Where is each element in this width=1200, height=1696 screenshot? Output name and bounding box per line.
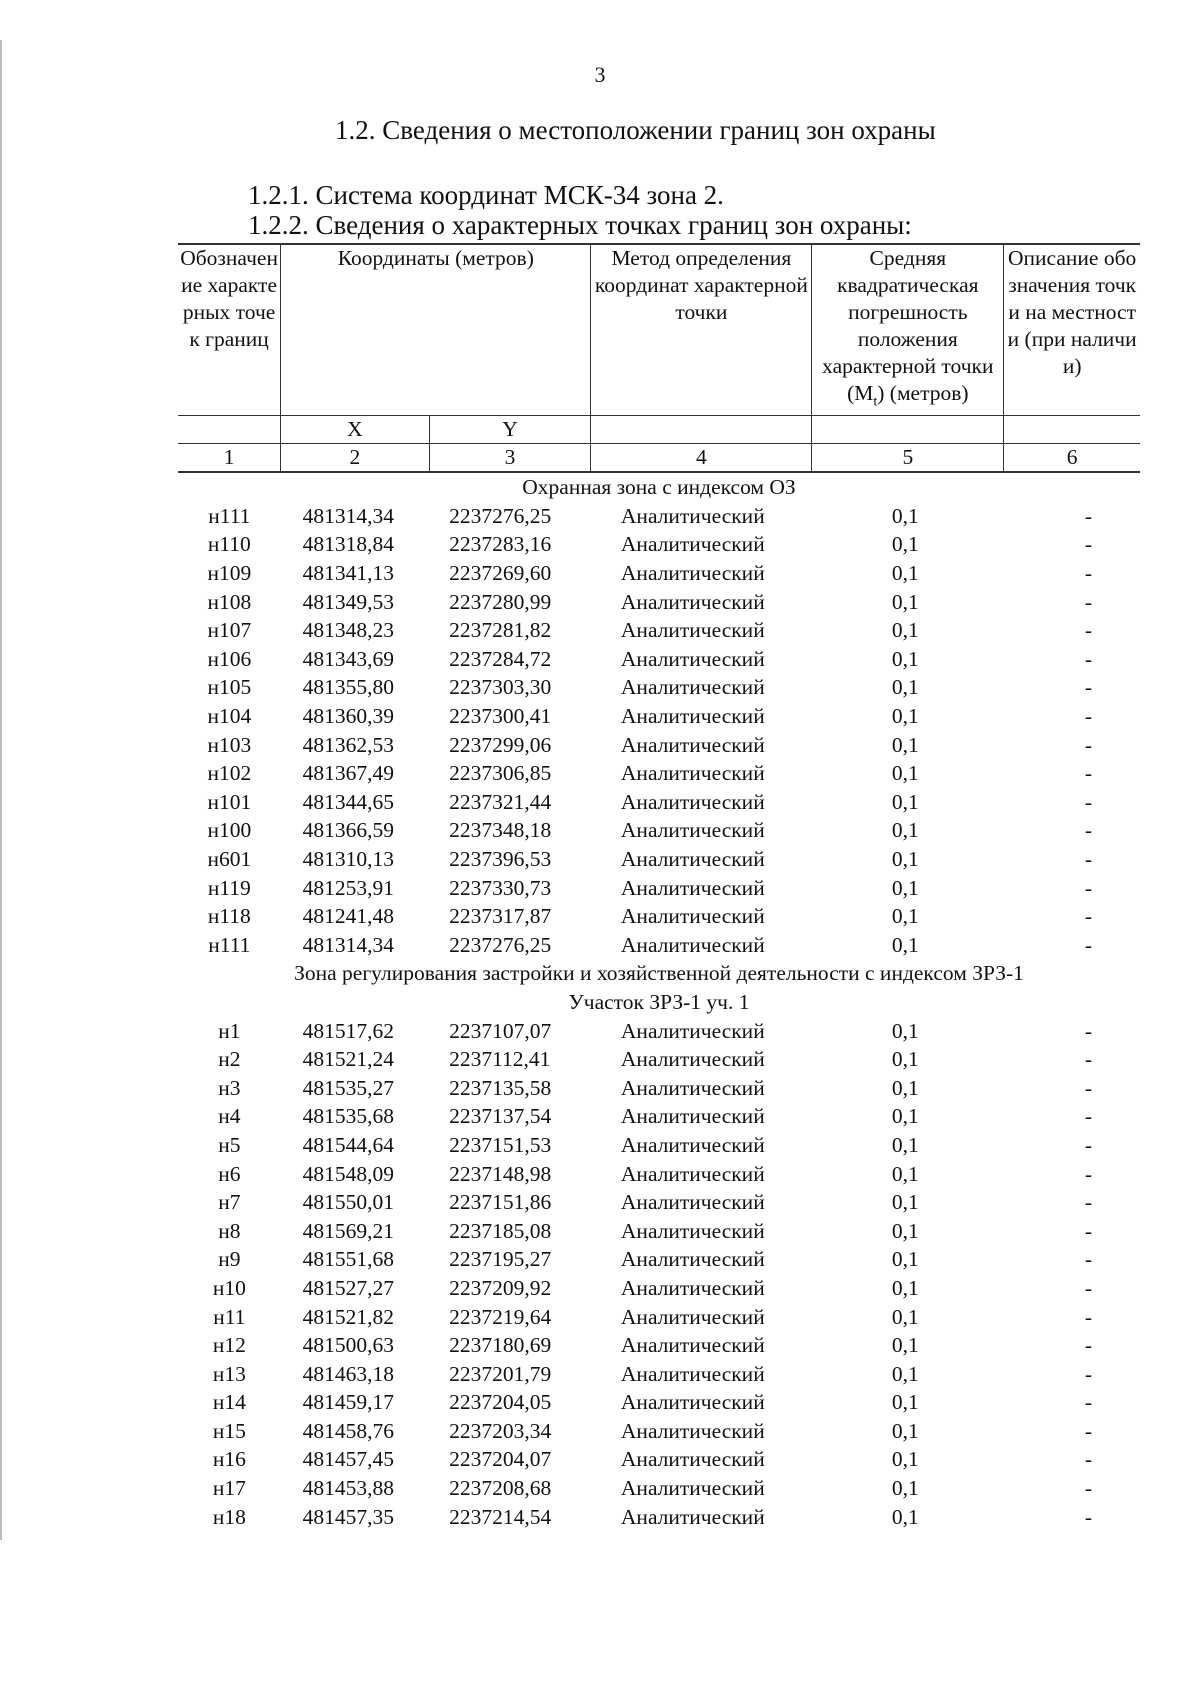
table-row	[178, 1503, 1140, 1532]
point-name: н102	[207, 761, 252, 786]
coord-x: 481341,13	[302, 561, 395, 586]
point-name: н1	[218, 1018, 241, 1043]
accuracy-cell: 0,1	[891, 847, 919, 872]
coord-y: 2237300,41	[449, 704, 552, 729]
method-cell: Аналитический	[620, 1218, 765, 1243]
coord-y: 2237283,16	[449, 532, 552, 557]
description-cell: -	[1084, 1018, 1092, 1043]
header-accuracy: Средняя квадратическая погрешность положения характерной точки $(M_t)$ (метров)	[812, 244, 1004, 416]
accuracy-cell: 0,1	[891, 1333, 919, 1358]
table-row	[178, 1388, 1140, 1417]
coord-x: 481349,53	[302, 589, 395, 614]
table-row	[178, 1331, 1140, 1360]
point-name: н119	[207, 875, 251, 900]
coord-x: 481360,39	[302, 704, 395, 729]
scan-edge-line	[0, 40, 2, 1540]
coord-x: 481355,80	[302, 675, 395, 700]
point-name: н16	[212, 1447, 246, 1472]
column-number: 4	[591, 444, 812, 473]
coord-x: 481366,59	[302, 818, 395, 843]
table-row	[178, 1445, 1140, 1474]
section-subtitle-row	[178, 988, 1140, 1017]
coord-y: 2237214,54	[449, 1504, 552, 1529]
table-row	[178, 673, 1140, 702]
table-row	[178, 1074, 1140, 1103]
accuracy-cell: 0,1	[891, 503, 919, 528]
accuracy-cell: 0,1	[891, 1132, 919, 1157]
accuracy-cell: 0,1	[891, 646, 919, 671]
description-cell: -	[1084, 1190, 1092, 1215]
table-subheader-row	[178, 416, 1140, 444]
section-heading: 1.2. Сведения о местоположении границ зон охраны	[335, 115, 936, 145]
table-row	[178, 616, 1140, 645]
accuracy-cell: 0,1	[891, 1304, 919, 1329]
description-cell: -	[1084, 1218, 1092, 1243]
point-name: н3	[218, 1075, 241, 1100]
header-y: Y	[429, 416, 591, 444]
coord-y: 2237209,92	[449, 1275, 552, 1300]
description-cell: -	[1084, 1275, 1092, 1300]
table-row	[178, 559, 1140, 588]
description-cell: -	[1084, 1447, 1092, 1472]
accuracy-cell: 0,1	[891, 1047, 919, 1072]
accuracy-cell: 0,1	[891, 1075, 919, 1100]
table-row	[178, 502, 1140, 531]
description-cell: -	[1084, 618, 1092, 643]
description-cell: -	[1084, 1047, 1092, 1072]
point-name: н18	[212, 1504, 246, 1529]
description-cell: -	[1084, 789, 1092, 814]
accuracy-cell: 0,1	[891, 1361, 919, 1386]
section-title-row	[178, 472, 1140, 502]
point-name: н118	[207, 904, 251, 929]
method-cell: Аналитический	[620, 732, 765, 757]
coord-y: 2237204,05	[449, 1390, 552, 1415]
method-cell: Аналитический	[620, 1247, 765, 1272]
coord-x: 481348,23	[302, 618, 395, 643]
coord-x: 481551,68	[302, 1247, 395, 1272]
coordinate-system-line: 1.2.1. Система координат МСК-34 зона 2.	[248, 180, 724, 210]
coord-y: 2237317,87	[449, 904, 552, 929]
description-cell: -	[1084, 532, 1092, 557]
table-row	[178, 702, 1140, 731]
point-name: н101	[207, 789, 252, 814]
point-name: н103	[207, 732, 252, 757]
description-cell: -	[1084, 704, 1092, 729]
method-cell: Аналитический	[620, 532, 765, 557]
point-name: н6	[218, 1161, 241, 1186]
coord-y: 2237180,69	[449, 1333, 552, 1358]
coord-y: 2237299,06	[449, 732, 552, 757]
description-cell: -	[1084, 503, 1092, 528]
coord-y: 2237195,27	[449, 1247, 552, 1272]
table-row	[178, 1274, 1140, 1303]
coord-y: 2237348,18	[449, 818, 552, 843]
accuracy-cell: 0,1	[891, 532, 919, 557]
method-cell: Аналитический	[620, 1075, 765, 1100]
method-cell: Аналитический	[620, 1447, 765, 1472]
accuracy-cell: 0,1	[891, 875, 919, 900]
description-cell: -	[1084, 1361, 1092, 1386]
description-cell: -	[1084, 1504, 1092, 1529]
point-name: н111	[208, 932, 251, 957]
method-cell: Аналитический	[620, 646, 765, 671]
point-name: н13	[212, 1361, 246, 1386]
header-x: X	[281, 416, 429, 444]
coord-y: 2237330,73	[449, 875, 552, 900]
column-number: 2	[281, 444, 429, 473]
coord-y: 2237269,60	[449, 561, 552, 586]
table-row	[178, 845, 1140, 874]
accuracy-cell: 0,1	[891, 732, 919, 757]
accuracy-cell: 0,1	[891, 1504, 919, 1529]
coord-y: 2237276,25	[449, 503, 552, 528]
page-number: 3	[594, 62, 606, 87]
coord-x: 481527,27	[302, 1275, 395, 1300]
table-row	[178, 1217, 1140, 1246]
accuracy-cell: 0,1	[891, 904, 919, 929]
table-row	[178, 1360, 1140, 1389]
table-row	[178, 788, 1140, 817]
description-cell: -	[1084, 1161, 1092, 1186]
method-cell: Аналитический	[620, 904, 765, 929]
table-row	[178, 874, 1140, 903]
accuracy-cell: 0,1	[891, 1190, 919, 1215]
point-name: н7	[218, 1190, 241, 1215]
coord-y: 2237151,53	[449, 1132, 552, 1157]
method-cell: Аналитический	[620, 818, 765, 843]
description-cell: -	[1084, 1304, 1092, 1329]
method-cell: Аналитический	[620, 1390, 765, 1415]
point-name: н9	[218, 1247, 241, 1272]
description-cell: -	[1084, 875, 1092, 900]
coord-x: 481362,53	[302, 732, 395, 757]
point-name: н12	[212, 1333, 246, 1358]
coord-y: 2237203,34	[449, 1418, 552, 1443]
table-row	[178, 1188, 1140, 1217]
method-cell: Аналитический	[620, 1132, 765, 1157]
coord-x: 481314,34	[302, 503, 395, 528]
method-cell: Аналитический	[620, 789, 765, 814]
coord-y: 2237306,85	[449, 761, 552, 786]
coord-x: 481500,63	[302, 1333, 395, 1358]
coord-y: 2237201,79	[449, 1361, 552, 1386]
header-designation: Обозначение характерных точек границ	[178, 244, 281, 416]
section-title: Охранная зона с индексом ОЗ	[522, 475, 796, 500]
point-name: н107	[207, 618, 252, 643]
accuracy-cell: 0,1	[891, 818, 919, 843]
description-cell: -	[1084, 1390, 1092, 1415]
description-cell: -	[1084, 1333, 1092, 1358]
description-cell: -	[1084, 646, 1092, 671]
method-cell: Аналитический	[620, 589, 765, 614]
description-cell: -	[1084, 1132, 1092, 1157]
point-name: н100	[207, 818, 252, 843]
coord-x: 481367,49	[302, 761, 395, 786]
table-row	[178, 1474, 1140, 1503]
method-cell: Аналитический	[620, 761, 765, 786]
coord-y: 2237280,99	[449, 589, 552, 614]
table-row	[178, 1245, 1140, 1274]
point-name: н108	[207, 589, 252, 614]
coord-y: 2237135,58	[449, 1075, 552, 1100]
point-name: н111	[208, 503, 251, 528]
table-row	[178, 1131, 1140, 1160]
description-cell: -	[1084, 589, 1092, 614]
point-name: н15	[212, 1418, 246, 1443]
point-name: н5	[218, 1132, 241, 1157]
accuracy-cell: 0,1	[891, 1161, 919, 1186]
point-name: н10	[212, 1275, 246, 1300]
accuracy-cell: 0,1	[891, 1104, 919, 1129]
description-cell: -	[1084, 932, 1092, 957]
coord-x: 481310,13	[302, 847, 395, 872]
accuracy-cell: 0,1	[891, 561, 919, 586]
table-row	[178, 1017, 1140, 1046]
method-cell: Аналитический	[620, 1418, 765, 1443]
method-cell: Аналитический	[620, 503, 765, 528]
coord-x: 481318,84	[302, 532, 395, 557]
accuracy-cell: 0,1	[891, 618, 919, 643]
point-name: н109	[207, 561, 252, 586]
coord-x: 481314,34	[302, 932, 395, 957]
point-name: н110	[207, 532, 251, 557]
point-name: н601	[207, 847, 252, 872]
method-cell: Аналитический	[620, 1476, 765, 1501]
coord-y: 2237137,54	[449, 1104, 552, 1129]
section-title-row	[178, 959, 1140, 988]
description-cell: -	[1084, 1476, 1092, 1501]
method-cell: Аналитический	[620, 618, 765, 643]
accuracy-cell: 0,1	[891, 1275, 919, 1300]
method-cell: Аналитический	[620, 1104, 765, 1129]
accuracy-cell: 0,1	[891, 1476, 919, 1501]
method-cell: Аналитический	[620, 1504, 765, 1529]
coord-y: 2237396,53	[449, 847, 552, 872]
point-name: н11	[213, 1304, 246, 1329]
description-cell: -	[1084, 847, 1092, 872]
accuracy-cell: 0,1	[891, 761, 919, 786]
method-cell: Аналитический	[620, 1018, 765, 1043]
point-name: н105	[207, 675, 252, 700]
coord-x: 481253,91	[302, 875, 395, 900]
table-row	[178, 1045, 1140, 1074]
coord-x: 481535,68	[302, 1104, 395, 1129]
point-name: н2	[218, 1047, 241, 1072]
coord-x: 481544,64	[302, 1132, 395, 1157]
accuracy-cell: 0,1	[891, 675, 919, 700]
section-subtitle: Участок ЗРЗ-1 уч. 1	[568, 989, 750, 1014]
coord-x: 481550,01	[302, 1190, 395, 1215]
description-cell: -	[1084, 675, 1092, 700]
method-cell: Аналитический	[620, 1275, 765, 1300]
method-cell: Аналитический	[620, 1161, 765, 1186]
coord-x: 481548,09	[302, 1161, 395, 1186]
point-name: н4	[218, 1104, 241, 1129]
coord-y: 2237185,08	[449, 1218, 552, 1243]
method-cell: Аналитический	[620, 561, 765, 586]
accuracy-cell: 0,1	[891, 704, 919, 729]
description-cell: -	[1084, 1418, 1092, 1443]
coord-x: 481459,17	[302, 1390, 395, 1415]
table-row	[178, 1417, 1140, 1446]
column-number: 6	[1004, 444, 1140, 473]
coord-x: 481344,65	[302, 789, 395, 814]
accuracy-cell: 0,1	[891, 1390, 919, 1415]
description-cell: -	[1084, 761, 1092, 786]
description-cell: -	[1084, 1247, 1092, 1272]
table-row	[178, 530, 1140, 559]
method-cell: Аналитический	[620, 847, 765, 872]
description-cell: -	[1084, 732, 1092, 757]
coord-y: 2237148,98	[449, 1161, 552, 1186]
point-name: н8	[218, 1218, 241, 1243]
accuracy-cell: 0,1	[891, 932, 919, 957]
table-header-row	[178, 244, 1140, 416]
header-coordinates: Координаты (метров)	[281, 244, 591, 416]
accuracy-cell: 0,1	[891, 1418, 919, 1443]
table-row	[178, 759, 1140, 788]
coord-x: 481343,69	[302, 646, 395, 671]
section-title: Зона регулирования застройки и хозяйственной деятельности с индексом ЗРЗ-1	[294, 961, 1024, 986]
description-cell: -	[1084, 1075, 1092, 1100]
points-heading: 1.2.2. Сведения о характерных точках границ зон охраны:	[248, 210, 912, 240]
coord-y: 2237276,25	[449, 932, 552, 957]
coord-y: 2237284,72	[449, 646, 552, 671]
coord-y: 2237112,41	[449, 1047, 551, 1072]
coord-y: 2237303,30	[449, 675, 552, 700]
coord-x: 481521,24	[302, 1047, 395, 1072]
coord-y: 2237219,64	[449, 1304, 552, 1329]
description-cell: -	[1084, 818, 1092, 843]
coord-x: 481535,27	[302, 1075, 395, 1100]
method-cell: Аналитический	[620, 1190, 765, 1215]
table-row	[178, 588, 1140, 617]
table-row	[178, 731, 1140, 760]
method-cell: Аналитический	[620, 1361, 765, 1386]
accuracy-cell: 0,1	[891, 1247, 919, 1272]
method-cell: Аналитический	[620, 1333, 765, 1358]
method-cell: Аналитический	[620, 675, 765, 700]
point-name: н14	[212, 1390, 246, 1415]
coord-x: 481458,76	[302, 1418, 395, 1443]
header-method: Метод определения координат характерной точки	[591, 244, 812, 416]
points-table	[178, 243, 1140, 1531]
table-row	[178, 931, 1140, 960]
coord-y: 2237281,82	[449, 618, 552, 643]
coord-x: 481517,62	[302, 1018, 395, 1043]
column-number: 5	[812, 444, 1004, 473]
point-name: н17	[212, 1476, 246, 1501]
method-cell: Аналитический	[620, 932, 765, 957]
description-cell: -	[1084, 561, 1092, 586]
method-cell: Аналитический	[620, 704, 765, 729]
point-name: н104	[207, 704, 252, 729]
table-row	[178, 816, 1140, 845]
method-cell: Аналитический	[620, 1047, 765, 1072]
coord-x: 481569,21	[302, 1218, 395, 1243]
table-row	[178, 645, 1140, 674]
coord-x: 481457,35	[302, 1504, 395, 1529]
description-cell: -	[1084, 904, 1092, 929]
column-number: 3	[429, 444, 591, 473]
description-cell: -	[1084, 1104, 1092, 1129]
coord-x: 481457,45	[302, 1447, 395, 1472]
point-name: н106	[207, 646, 252, 671]
accuracy-cell: 0,1	[891, 1018, 919, 1043]
coord-y: 2237107,07	[449, 1018, 552, 1043]
coord-x: 481453,88	[302, 1476, 395, 1501]
coord-y: 2237151,86	[449, 1190, 552, 1215]
accuracy-cell: 0,1	[891, 589, 919, 614]
coord-x: 481463,18	[302, 1361, 395, 1386]
table-row	[178, 902, 1140, 931]
column-number-row	[178, 444, 1140, 473]
accuracy-cell: 0,1	[891, 1218, 919, 1243]
table-row	[178, 1303, 1140, 1332]
coord-y: 2237204,07	[449, 1447, 552, 1472]
method-cell: Аналитический	[620, 1304, 765, 1329]
table-row	[178, 1160, 1140, 1189]
table-row	[178, 1102, 1140, 1131]
coord-y: 2237208,68	[449, 1476, 552, 1501]
coord-x: 481241,48	[302, 904, 395, 929]
header-description: Описание обозначения точки на местности (при наличии)	[1004, 244, 1140, 416]
coord-y: 2237321,44	[449, 789, 552, 814]
accuracy-cell: 0,1	[891, 1447, 919, 1472]
method-cell: Аналитический	[620, 875, 765, 900]
column-number: 1	[178, 444, 281, 473]
accuracy-cell: 0,1	[891, 789, 919, 814]
coord-x: 481521,82	[302, 1304, 395, 1329]
